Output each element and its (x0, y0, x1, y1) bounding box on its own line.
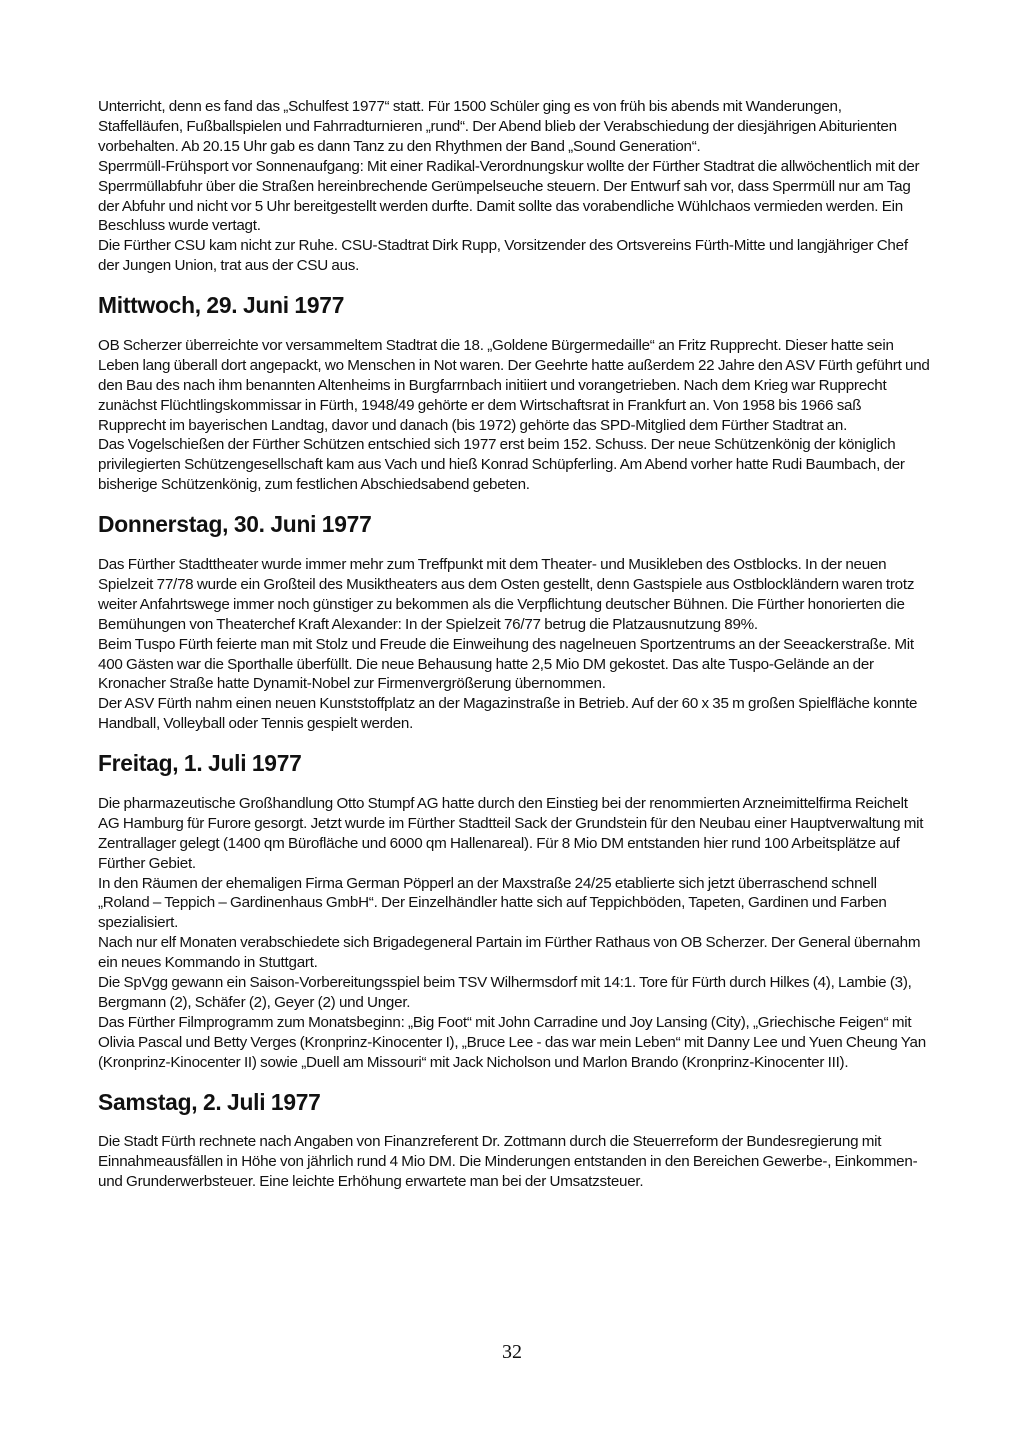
paragraph: Das Fürther Stadttheater wurde immer mehr zum Treffpunkt mit dem Theater- und Musikleben des Ostblocks. In der neuen Spielzeit 77/78 wurde ein Großteil des Musiktheaters aus dem Osten gestellt, denn Gastspiele aus Ostblockländern waren trotz weiter Anfahrtswege immer noch günstiger zu bekommen als die Verpflichtung deutscher Bühnen. Die Fürther honorierten die Bemühungen von Theaterchef Kraft Alexander: In der Spielzeit 76/77 betrug die Platzausnutzung 89%. (98, 556, 915, 633)
section-freitag (98, 750, 930, 1072)
intro-section (98, 97, 930, 276)
paragraph: Das Vogelschießen der Fürther Schützen entschied sich 1977 erst beim 152. Schuss. Der neue Schützenkönig der königlich privilegierten Schützengesellschaft kam aus Vach und hieß Konrad Schüpferling. Am Abend vorher hatte Rudi Baumbach, der bisherige Schützenkönig, zum festlichen Abschiedsabend gebeten. (98, 436, 905, 494)
paragraph: Beim Tuspo Fürth feierte man mit Stolz und Freude die Einweihung des nagelneuen Sportzentrums an der Seeackerstraße. Mit 400 Gästen war die Sporthalle überfüllt. Die neue Behausung hatte 2,5 Mio DM gekostet. Das alte Tuspo-Gelände an der Kronacher Straße hatte Dynamit-Nobel zur Firmenvergrößerung übernommen. (98, 635, 914, 693)
paragraph: Die Fürther CSU kam nicht zur Ruhe. CSU-Stadtrat Dirk Rupp, Vorsitzender des Ortsvereins Fürth-Mitte und langjähriger Chef der Jungen Union, trat aus der CSU aus. (98, 237, 908, 275)
document-page (98, 97, 930, 1192)
paragraph: Nach nur elf Monaten verabschiedete sich Brigadegeneral Partain im Fürther Rathaus von OB Scherzer. Der General übernahm ein neues Kommando in Stuttgart. (98, 934, 921, 972)
paragraph: In den Räumen der ehemaligen Firma German Pöpperl an der Maxstraße 24/25 etablierte sich jetzt überraschend schnell „Roland – Teppich – Gardinenhaus GmbH“. Der Einzelhändler hatte sich auf Teppichböden, Tapeten, Gardinen und Farben spezialisiert. (98, 874, 887, 932)
section-heading: Freitag, 1. Juli 1977 (98, 750, 302, 777)
section-heading: Donnerstag, 30. Juni 1977 (98, 511, 372, 538)
paragraph: Die pharmazeutische Großhandlung Otto Stumpf AG hatte durch den Einstieg bei der renommierten Arzneimittelfirma Reichelt AG Hamburg für Furore gesorgt. Jetzt wurde im Fürther Stadtteil Sack der Grundstein für den Neubau einer Hauptverwaltung mit Zentrallager gelegt (1400 qm Bürofläche und 6000 qm Hallenareal). Für 8 Mio DM entstanden hier rund 100 Arbeitsplätze auf Fürther Gebiet. (98, 794, 924, 872)
section-heading: Samstag, 2. Juli 1977 (98, 1088, 321, 1115)
paragraph: Die Stadt Fürth rechnete nach Angaben von Finanzreferent Dr. Zottmann durch die Steuerreform der Bundesregierung mit Einnahmeausfällen in Höhe von jährlich rund 4 Mio DM. Die Minderungen entstanden in den Bereichen Gewerbe-, Einkommen- und Grunderwerbsteuer. Eine leichte Erhöhung erwartete man bei der Umsatzsteuer. (98, 1133, 918, 1191)
section-samstag (98, 1088, 930, 1193)
page-number: 32 (502, 1341, 522, 1363)
paragraph: OB Scherzer überreichte vor versammeltem Stadtrat die 18. „Goldene Bürgermedaille“ an Fritz Rupprecht. Dieser hatte sein Leben lang überall dort angepackt, wo Menschen in Not waren. Der Geehrte hatte außerdem 22 Jahre den ASV Fürth geführt und den Bau des nach ihm benannten Altenheims in Burgfarrnbach initiiert und vorangetrieben. Nach dem Krieg war Rupprecht zunächst Flüchtlingskommissar in Fürth, 1948/49 gehörte er dem Wirtschaftsrat in Frankfurt an. Von 1958 bis 1966 saß Rupprecht im bayerischen Landtag, davor und danach (bis 1972) gehörte das SPD-Mitglied dem Fürther Stadtrat an. (98, 336, 930, 434)
section-mittwoch (98, 292, 930, 495)
section-heading: Mittwoch, 29. Juni 1977 (98, 292, 345, 319)
paragraph: Die SpVgg gewann ein Saison-Vorbereitungsspiel beim TSV Wilhermsdorf mit 14:1. Tore für Fürth durch Hilkes (4), Lambie (3), Bergmann (2), Schäfer (2), Geyer (2) und Unger. (98, 974, 912, 1012)
section-donnerstag (98, 511, 930, 734)
paragraph: Der ASV Fürth nahm einen neuen Kunststoffplatz an der Magazinstraße in Betrieb. Auf der 60 x 35 m großen Spielfläche konnte Handball, Volleyball oder Tennis gespielt werden. (98, 695, 918, 733)
paragraph: Unterricht, denn es fand das „Schulfest 1977“ statt. Für 1500 Schüler ging es von früh bis abends mit Wanderungen, Staffelläufen, Fußballspielen und Fahrradturnieren „rund“. Der Abend blieb der Verabschiedung der diesjährigen Abiturienten vorbehalten. Ab 20.15 Uhr gab es dann Tanz zu den Rhythmen der Band „Sound Generation“. (98, 98, 897, 155)
paragraph: Sperrmüll-Frühsport vor Sonnenaufgang: Mit einer Radikal-Verordnungskur wollte der Fürther Stadtrat die allwöchentlich mit der Sperrmüllabfuhr über die Straßen hereinbrechende Gerümpelseuche steuern. Der Entwurf sah vor, dass Sperrmüll nur am Tag der Abfuhr und nicht vor 5 Uhr bereitgestellt werden durfte. Damit sollte das vorabendliche Wühlchaos vermieden werden. Ein Beschluss wurde vertagt. (98, 157, 920, 235)
paragraph: Das Fürther Filmprogramm zum Monatsbeginn: „Big Foot“ mit John Carradine und Joy Lansing (City), „Griechische Feigen“ mit Olivia Pascal und Betty Verges (Kronprinz-Kinocenter I), „Bruce Lee - das war mein Leben“ mit Danny Lee und Yuen Cheung Yan (Kronprinz-Kinocenter II) sowie „Duell am Missouri“ mit Jack Nicholson und Marlon Brando (Kronprinz-Kinocenter III). (98, 1013, 926, 1071)
